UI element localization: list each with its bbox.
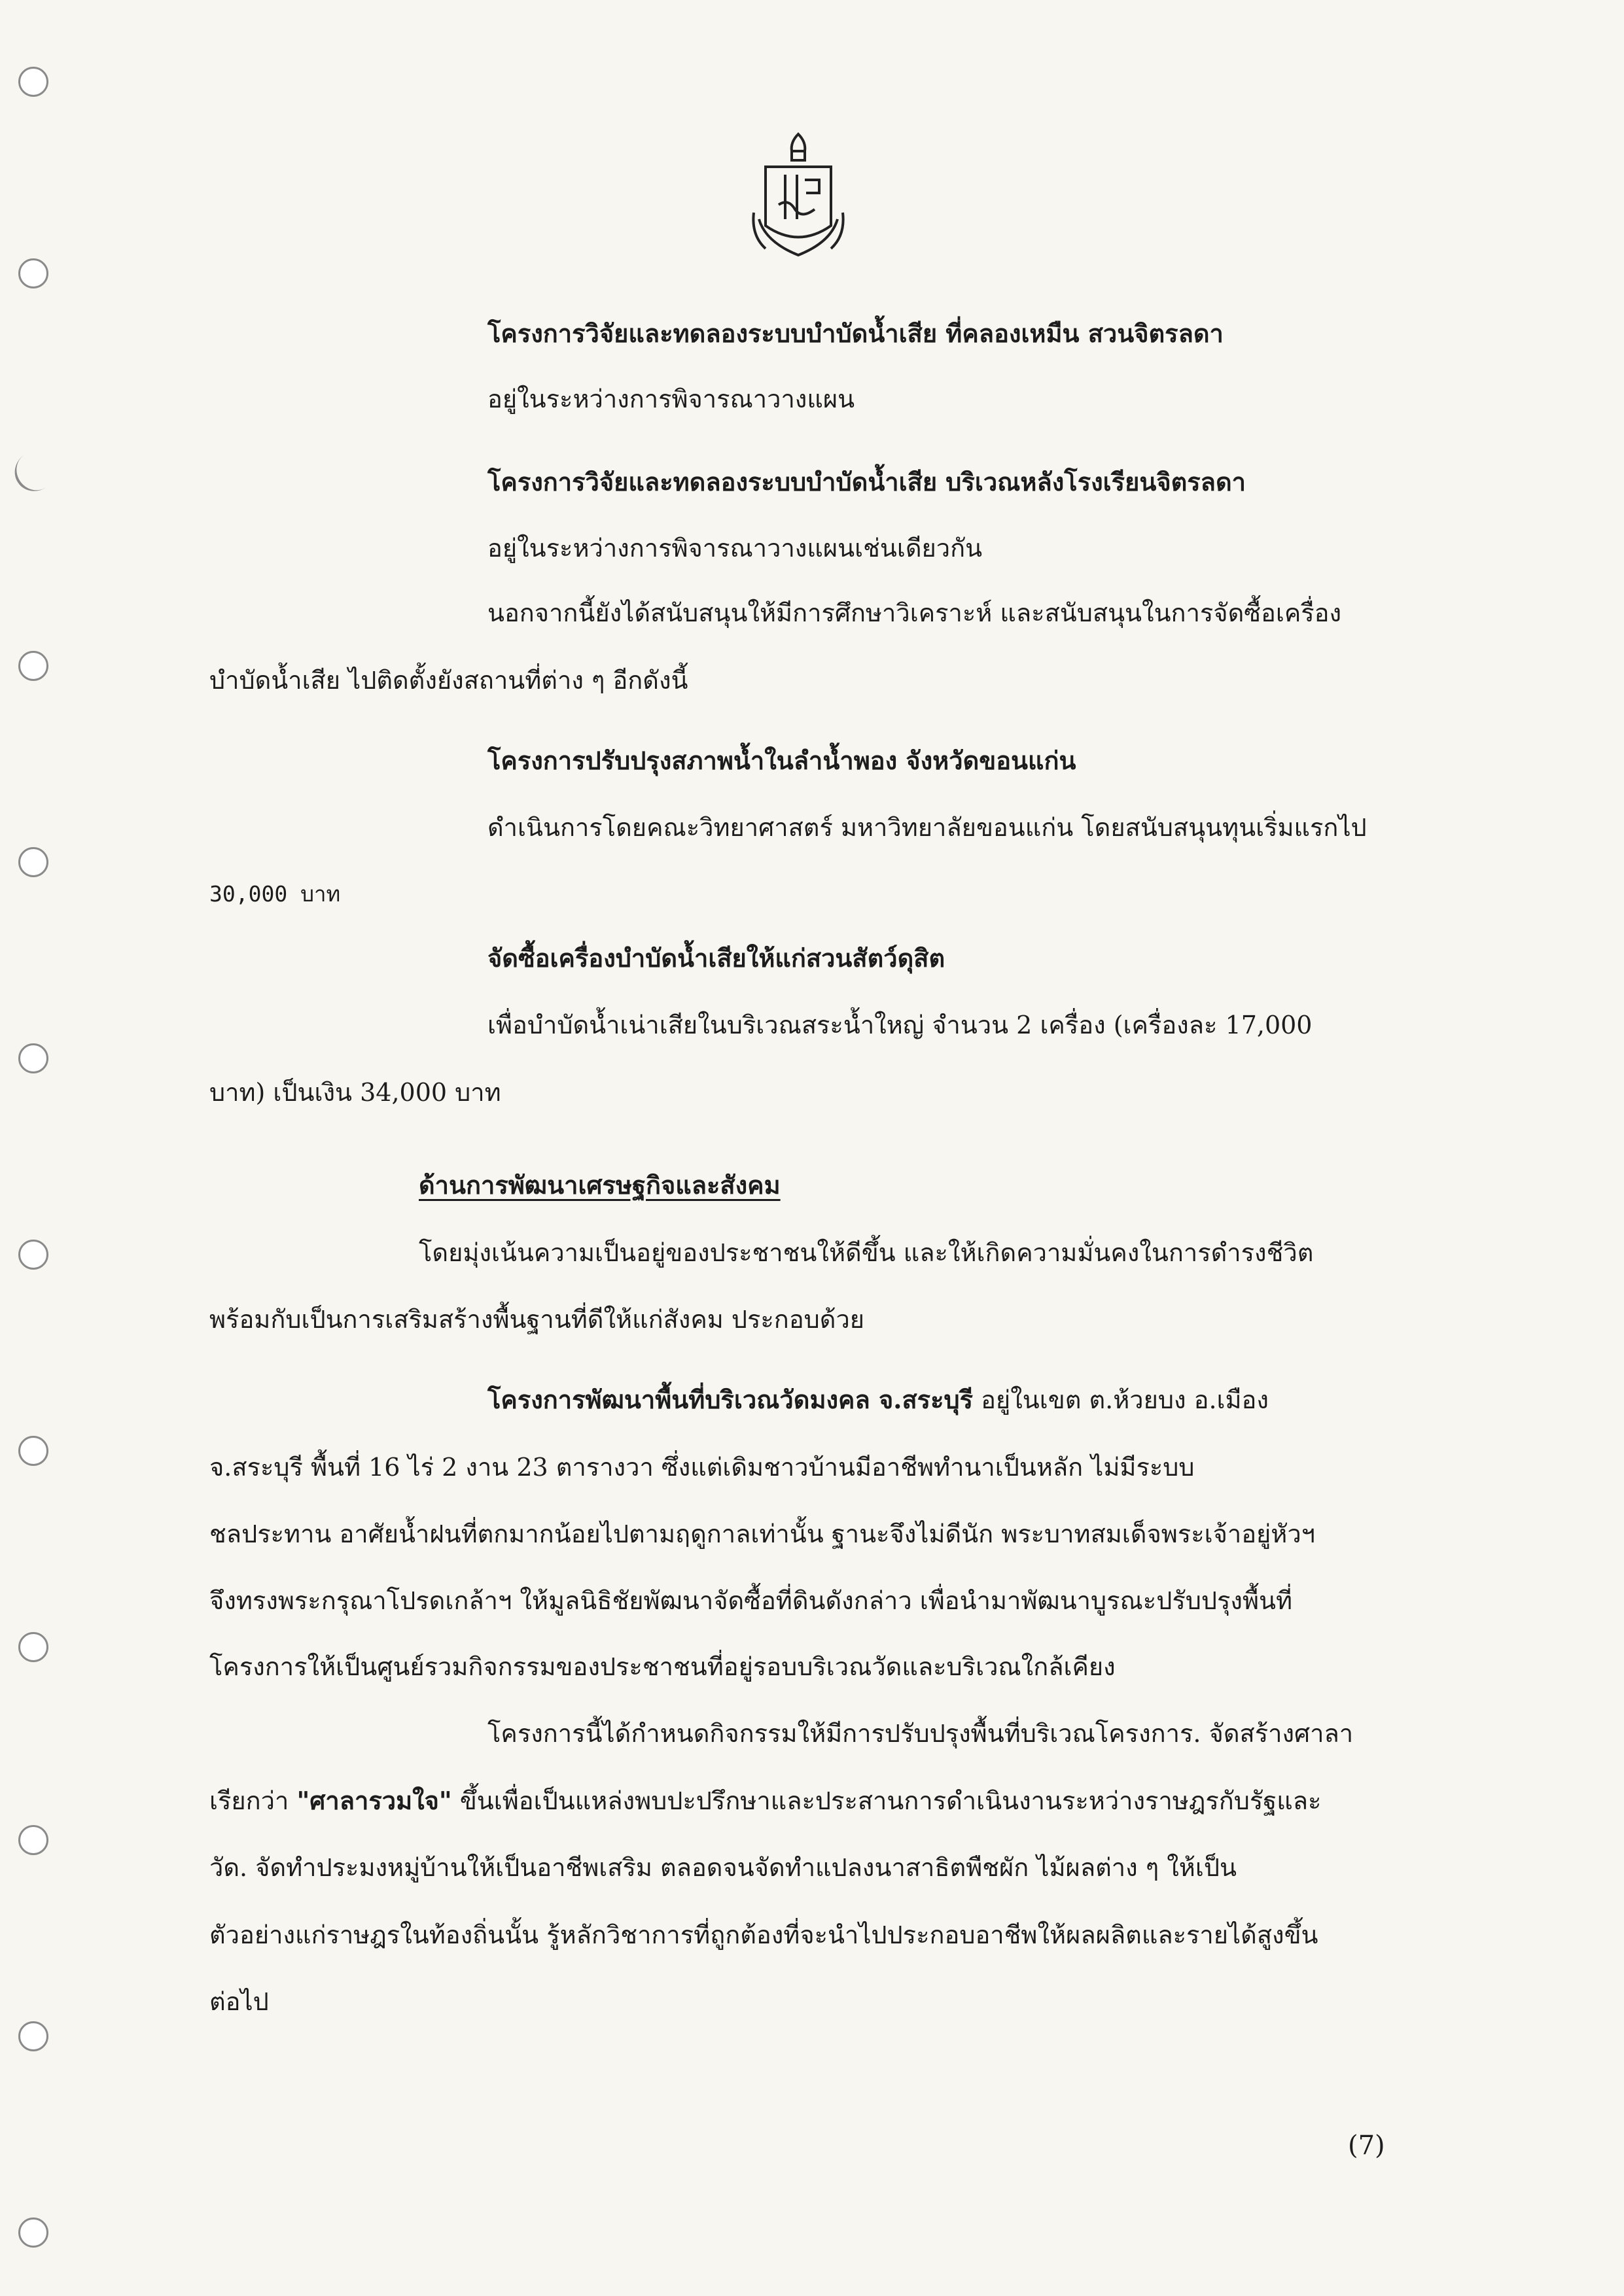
- paragraph-line: พร้อมกับเป็นการเสริมสร้างพื้นฐานที่ดีให้แก่สังคม ประกอบด้วย: [209, 1305, 865, 1334]
- paragraph-line: โครงการให้เป็นศูนย์รวมกิจกรรมของประชาชนที่อยู่รอบบริเวณวัดและบริเวณใกล้เคียง: [209, 1652, 1116, 1681]
- binder-hole: [18, 1240, 48, 1270]
- pen-mark: [7, 443, 64, 499]
- binder-hole: [18, 2218, 48, 2248]
- binder-hole: [18, 1632, 48, 1662]
- paragraph-line: เพื่อบำบัดน้ำเน่าเสียในบริเวณสระน้ำใหญ่ จำนวน 2 เครื่อง (เครื่องละ 17,000: [487, 1011, 1313, 1039]
- paragraph-line: นอกจากนี้ยังได้สนับสนุนให้มีการศึกษาวิเคราะห์ และสนับสนุนในการจัดซื้อเครื่อง: [487, 599, 1342, 627]
- binder-hole: [18, 651, 48, 681]
- binder-hole: [18, 258, 48, 288]
- paragraph-line: ต่อไป: [209, 1987, 269, 2016]
- paragraph-line: วัด. จัดทำประมงหมู่บ้านให้เป็นอาชีพเสริม ตลอดจนจัดทำแปลงนาสาธิตพืชผัก ไม้ผลต่าง ๆ ให้เป็น: [209, 1853, 1237, 1882]
- paragraph-line: บาท) เป็นเงิน 34,000 บาท: [209, 1078, 501, 1107]
- paragraph-line: อยู่ในระหว่างการพิจารณาวางแผน: [487, 385, 855, 413]
- category-heading: ด้านการพัฒนาเศรษฐกิจและสังคม: [419, 1170, 781, 1200]
- paragraph-line: [209, 1784, 1321, 1817]
- binder-hole: [18, 1436, 48, 1466]
- section-heading: โครงการปรับปรุงสภาพน้ำในลำน้ำพอง จังหวัดขอนแก่น: [487, 746, 1076, 775]
- binder-hole: [18, 1825, 48, 1855]
- paragraph-line: จ.สระบุรี พื้นที่ 16 ไร่ 2 งาน 23 ตารางวา ซึ่งแต่เดิมชาวบ้านมีอาชีพทำนาเป็นหลัก ไม่มีระบบ: [209, 1453, 1195, 1482]
- binder-hole: [18, 2021, 48, 2051]
- section-heading: โครงการวิจัยและทดลองระบบบำบัดน้ำเสีย บริเวณหลังโรงเรียนจิตรลดา: [487, 467, 1246, 496]
- page-number: (7): [1348, 2131, 1385, 2161]
- foundation-emblem-icon: [739, 128, 857, 271]
- inline-text: อยู่ในเขต ต.ห้วยบง อ.เมือง: [973, 1385, 1269, 1414]
- section-heading: จัดซื้อเครื่องบำบัดน้ำเสียให้แก่สวนสัตว์ดุสิต: [487, 943, 945, 973]
- paragraph-line: โครงการนี้ได้กำหนดกิจกรรมให้มีการปรับปรุงพื้นที่บริเวณโครงการ. จัดสร้างศาลา: [487, 1719, 1354, 1748]
- paragraph-line: 30,000 บาท: [209, 881, 341, 907]
- paragraph-line: จึงทรงพระกรุณาโปรดเกล้าฯ ให้มูลนิธิชัยพัฒนาจัดซื้อที่ดินดังกล่าว เพื่อนำมาพัฒนาบูรณะปรับปรุงพื้นที่: [209, 1586, 1293, 1615]
- inline-text: เรียกว่า: [209, 1786, 297, 1815]
- paragraph-line: ดำเนินการโดยคณะวิทยาศาสตร์ มหาวิทยาลัยขอนแก่น โดยสนับสนุนทุนเริ่มแรกไป: [487, 813, 1367, 842]
- binder-hole: [18, 67, 48, 97]
- paragraph-line: [487, 1383, 1269, 1416]
- paragraph-line: โดยมุ่งเน้นความเป็นอยู่ของประชาชนให้ดีขึ้น และให้เกิดความมั่นคงในการดำรงชีวิต: [419, 1238, 1314, 1267]
- inline-text: ขึ้นเพื่อเป็นแหล่งพบปะปรึกษาและประสานการดำเนินงานระหว่างราษฎรกับรัฐและ: [451, 1786, 1322, 1815]
- paragraph-line: ชลประทาน อาศัยน้ำฝนที่ตกมากน้อยไปตามฤดูกาลเท่านั้น ฐานะจึงไม่ดีนัก พระบาทสมเด็จพระเจ้าอยู่หัวฯ: [209, 1520, 1316, 1548]
- paragraph-line: อยู่ในระหว่างการพิจารณาวางแผนเช่นเดียวกัน: [487, 534, 983, 563]
- inline-bold-text: "ศาลารวมใจ": [296, 1786, 452, 1815]
- inline-heading: โครงการพัฒนาพื้นที่บริเวณวัดมงคล จ.สระบุรี: [487, 1385, 974, 1414]
- paragraph-line: ตัวอย่างแก่ราษฎรในท้องถิ่นนั้น รู้หลักวิชาการที่ถูกต้องที่จะนำไปประกอบอาชีพให้ผลผลิตและรายได้สูงขึ้น: [209, 1921, 1318, 1949]
- binder-hole: [18, 847, 48, 877]
- paragraph-line: บำบัดน้ำเสีย ไปติดตั้งยังสถานที่ต่าง ๆ อีกดังนี้: [209, 666, 688, 695]
- binder-hole: [18, 1043, 48, 1073]
- section-heading: โครงการวิจัยและทดลองระบบบำบัดน้ำเสีย ที่คลองเหมืน สวนจิตรลดา: [487, 319, 1224, 348]
